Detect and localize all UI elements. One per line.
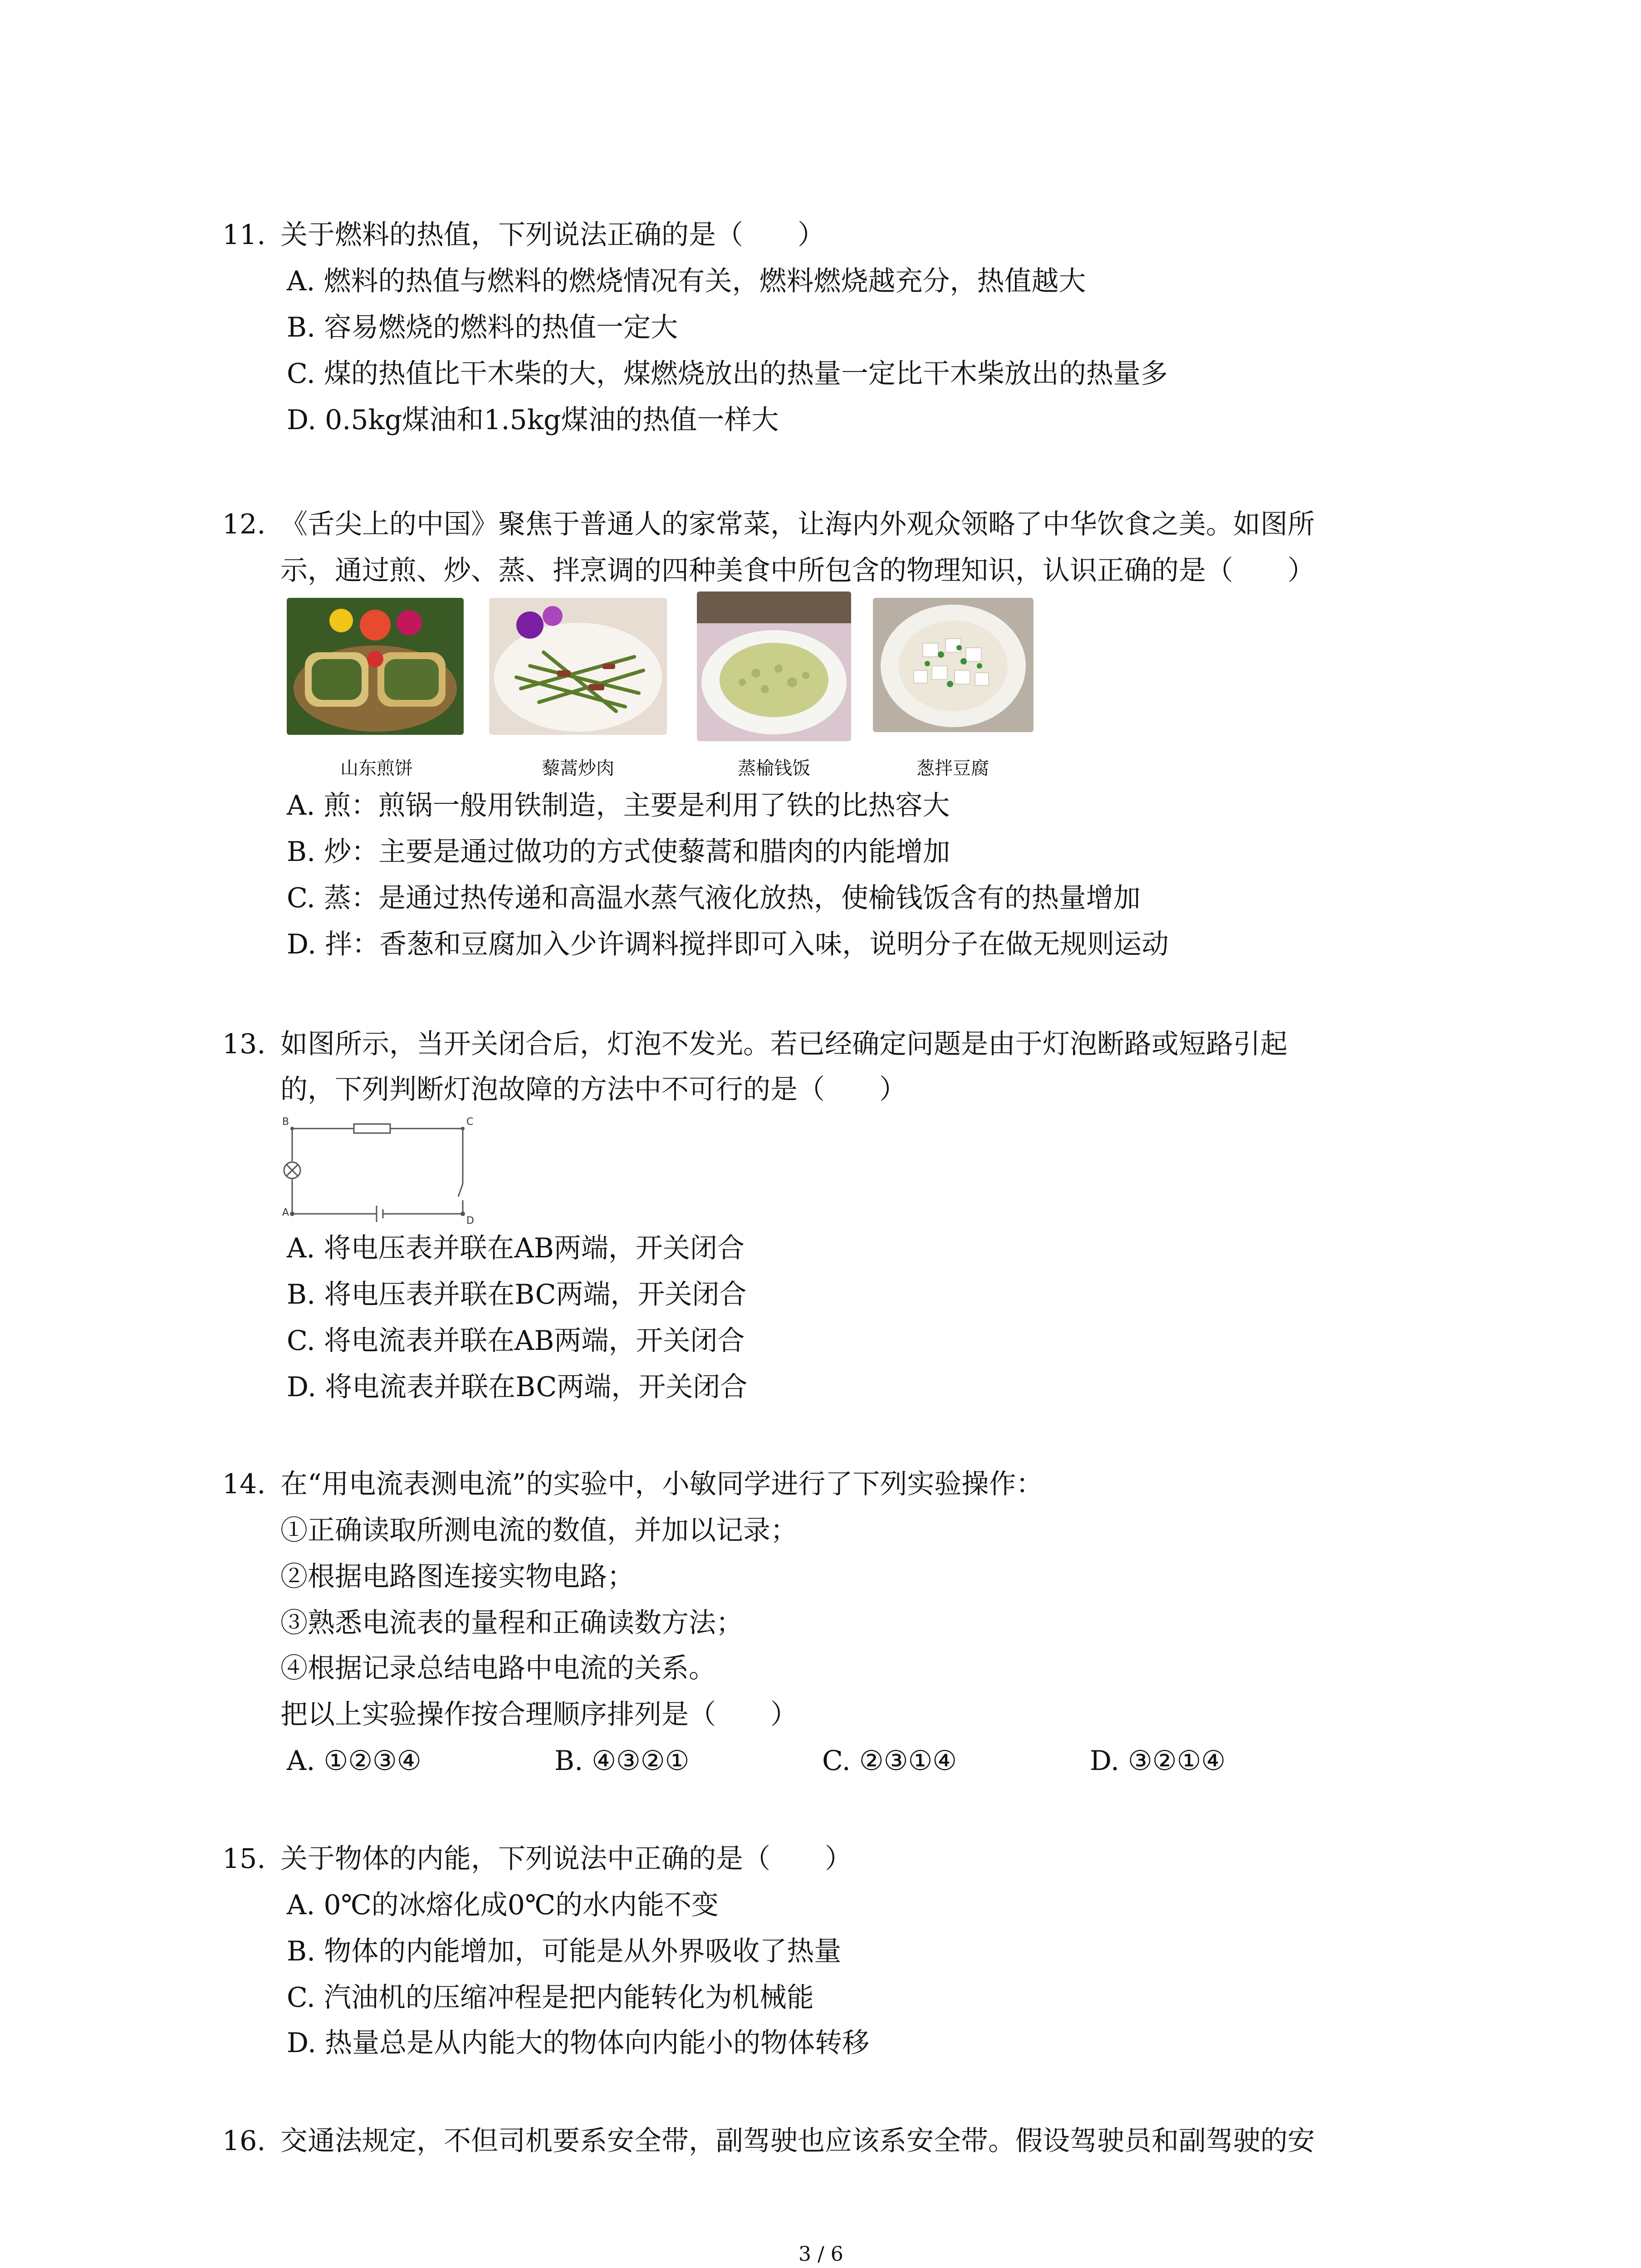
question-number: 12. — [222, 508, 266, 540]
question-stem-line-2: 示，通过煎、炒、蒸、拌烹调的四种美食中所包含的物理知识，认识正确的是（ ） — [280, 555, 1315, 587]
option-b: B. 物体的内能增加，可能是从外界吸收了热量 — [287, 1936, 842, 1967]
option-d: D. 热量总是从内能大的物体向内能小的物体转移 — [287, 2027, 870, 2059]
option-d: D. 将电流表并联在BC两端，开关闭合 — [287, 1371, 748, 1403]
question-ask: 把以上实验操作按合理顺序排列是（ ） — [280, 1699, 798, 1730]
food-photo-yuqian — [697, 591, 851, 741]
question-number: 15. — [222, 1843, 266, 1875]
option-b: B. 容易燃烧的燃料的热值一定大 — [287, 312, 678, 343]
node-label-d: D — [466, 1215, 474, 1227]
question-stem: 交通法规定，不但司机要系安全带，副驾驶也应该系安全带。假设驾驶员和副驾驶的安 — [280, 2125, 1315, 2157]
question-stem-line-2: 的，下列判断灯泡故障的方法中不可行的是（ ） — [280, 1074, 906, 1105]
option-d: D. ③②①④ — [1090, 1745, 1226, 1777]
option-c: C. 将电流表并联在AB两端，开关闭合 — [287, 1325, 745, 1357]
option-c: C. 汽油机的压缩冲程是把内能转化为机械能 — [287, 1982, 814, 2014]
step-1: ①正确读取所测电流的数值，并加以记录； — [280, 1515, 798, 1546]
page-number: 3 / 6 — [798, 2243, 843, 2266]
step-3: ③熟悉电流表的量程和正确读数方法； — [280, 1607, 743, 1639]
option-a: A. 0℃的冰熔化成0℃的水内能不变 — [287, 1889, 719, 1921]
food-photo-liaohao — [489, 598, 667, 735]
option-c: C. ②③①④ — [822, 1745, 957, 1777]
question-stem-line-1: 《舌尖上的中国》聚焦于普通人的家常菜，让海内外观众领略了中华饮食之美。如图所 — [280, 508, 1315, 540]
question-number: 11. — [222, 219, 266, 251]
option-d: D. 拌：香葱和豆腐加入少许调料搅拌即可入味，说明分子在做无规则运动 — [287, 929, 1169, 960]
option-b: B. ④③②① — [554, 1745, 690, 1777]
question-stem-line-1: 如图所示，当开关闭合后，灯泡不发光。若已经确定问题是由于灯泡断路或短路引起 — [280, 1028, 1288, 1060]
photo-caption: 藜蒿炒肉 — [542, 758, 614, 779]
photo-caption: 蒸榆钱饭 — [738, 758, 810, 779]
option-b: B. 炒：主要是通过做功的方式使藜蒿和腊肉的内能增加 — [287, 836, 950, 868]
step-4: ④根据记录总结电路中电流的关系。 — [280, 1652, 716, 1684]
question-number: 16. — [222, 2125, 266, 2157]
option-a: A. 煎：煎锅一般用铁制造，主要是利用了铁的比热容大 — [287, 790, 950, 821]
circuit-diagram — [281, 1116, 490, 1227]
photo-caption: 山东煎饼 — [340, 758, 413, 779]
option-a: A. 燃料的热值与燃料的燃烧情况有关，燃料燃烧越充分，热值越大 — [287, 265, 1086, 297]
question-number: 13. — [222, 1028, 266, 1060]
option-b: B. 将电压表并联在BC两端，开关闭合 — [287, 1279, 747, 1310]
question-number: 14. — [222, 1468, 266, 1500]
node-label-c: C — [466, 1116, 474, 1128]
food-photo-jianbing — [287, 598, 464, 735]
food-photo-doufu — [873, 598, 1034, 732]
photo-caption: 葱拌豆腐 — [916, 758, 989, 779]
question-stem: 关于物体的内能，下列说法中正确的是（ ） — [280, 1843, 852, 1875]
option-c: C. 煤的热值比干木柴的大，煤燃烧放出的热量一定比干木柴放出的热量多 — [287, 358, 1168, 390]
node-label-b: B — [282, 1116, 289, 1128]
option-a: A. 将电压表并联在AB两端，开关闭合 — [287, 1232, 745, 1264]
node-label-a: A — [282, 1207, 289, 1218]
question-stem: 在“用电流表测电流”的实验中，小敏同学进行了下列实验操作： — [280, 1468, 1043, 1500]
step-2: ②根据电路图连接实物电路； — [280, 1561, 634, 1593]
question-stem: 关于燃料的热值，下列说法正确的是（ ） — [280, 219, 825, 251]
option-a: A. ①②③④ — [287, 1745, 421, 1777]
option-d: D. 0.5kg煤油和1.5kg煤油的热值一样大 — [287, 404, 779, 436]
option-c: C. 蒸：是通过热传递和高温水蒸气液化放热，使榆钱饭含有的热量增加 — [287, 882, 1141, 914]
